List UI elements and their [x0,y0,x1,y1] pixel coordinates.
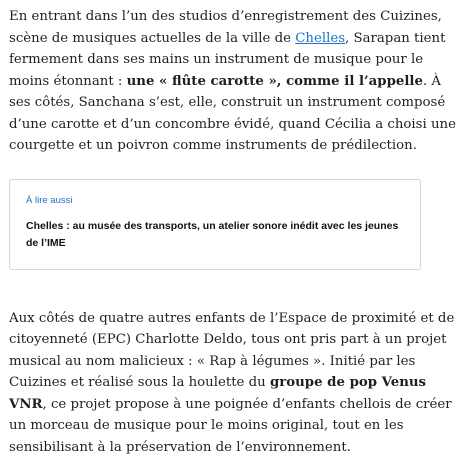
related-article-title-link[interactable]: Chelles : au musée des transports, un atelier sonore inédit avec les jeunes de l’IME [26,219,399,249]
paragraph-intro-emphasis: une « flûte carotte », comme il l’appelle [126,73,423,89]
paragraph-intro-text-3: . À ses côtés, Sanchana s’est, elle, construit un instrument composé d’une carotte et d’un concombre évidé, quand Cécilia a choisi une courgette et un poivron comme instruments de prédilection. [9,73,456,153]
paragraph-intro [9,0,458,157]
chelles-link[interactable]: Chelles [295,30,346,46]
paragraph-project-text-2: , ce projet propose à une poignée d’enfants chellois de créer un morceau de musique pour le moins original, tout en les sensibilisant à la préservation de l’environnement. [9,396,452,455]
paragraph-project-text-1: Aux côtés de quatre autres enfants de l’Espace de proximité et de citoyenneté (EPC) Charlotte Deldo, tous ont pris part à un projet musical au nom malicieux : « Rap à légumes ». Initié par les Cuizines et réalisé sous la houlette du [9,310,455,390]
related-article-kicker: À lire aussi [26,194,73,206]
paragraph-project [9,308,458,459]
paragraph-project-emphasis: groupe de pop Venus VNR [9,375,427,412]
paragraph-intro-text-2: , Sarapan tient fermement dans ses mains un instrument de musique pour le moins étonnant : [9,30,446,89]
related-article-card[interactable] [9,179,421,270]
paragraph-intro-text-1: En entrant dans l’un des studios d’enregistrement des Cuizines, scène de musiques actuelles de la ville de [9,9,442,46]
